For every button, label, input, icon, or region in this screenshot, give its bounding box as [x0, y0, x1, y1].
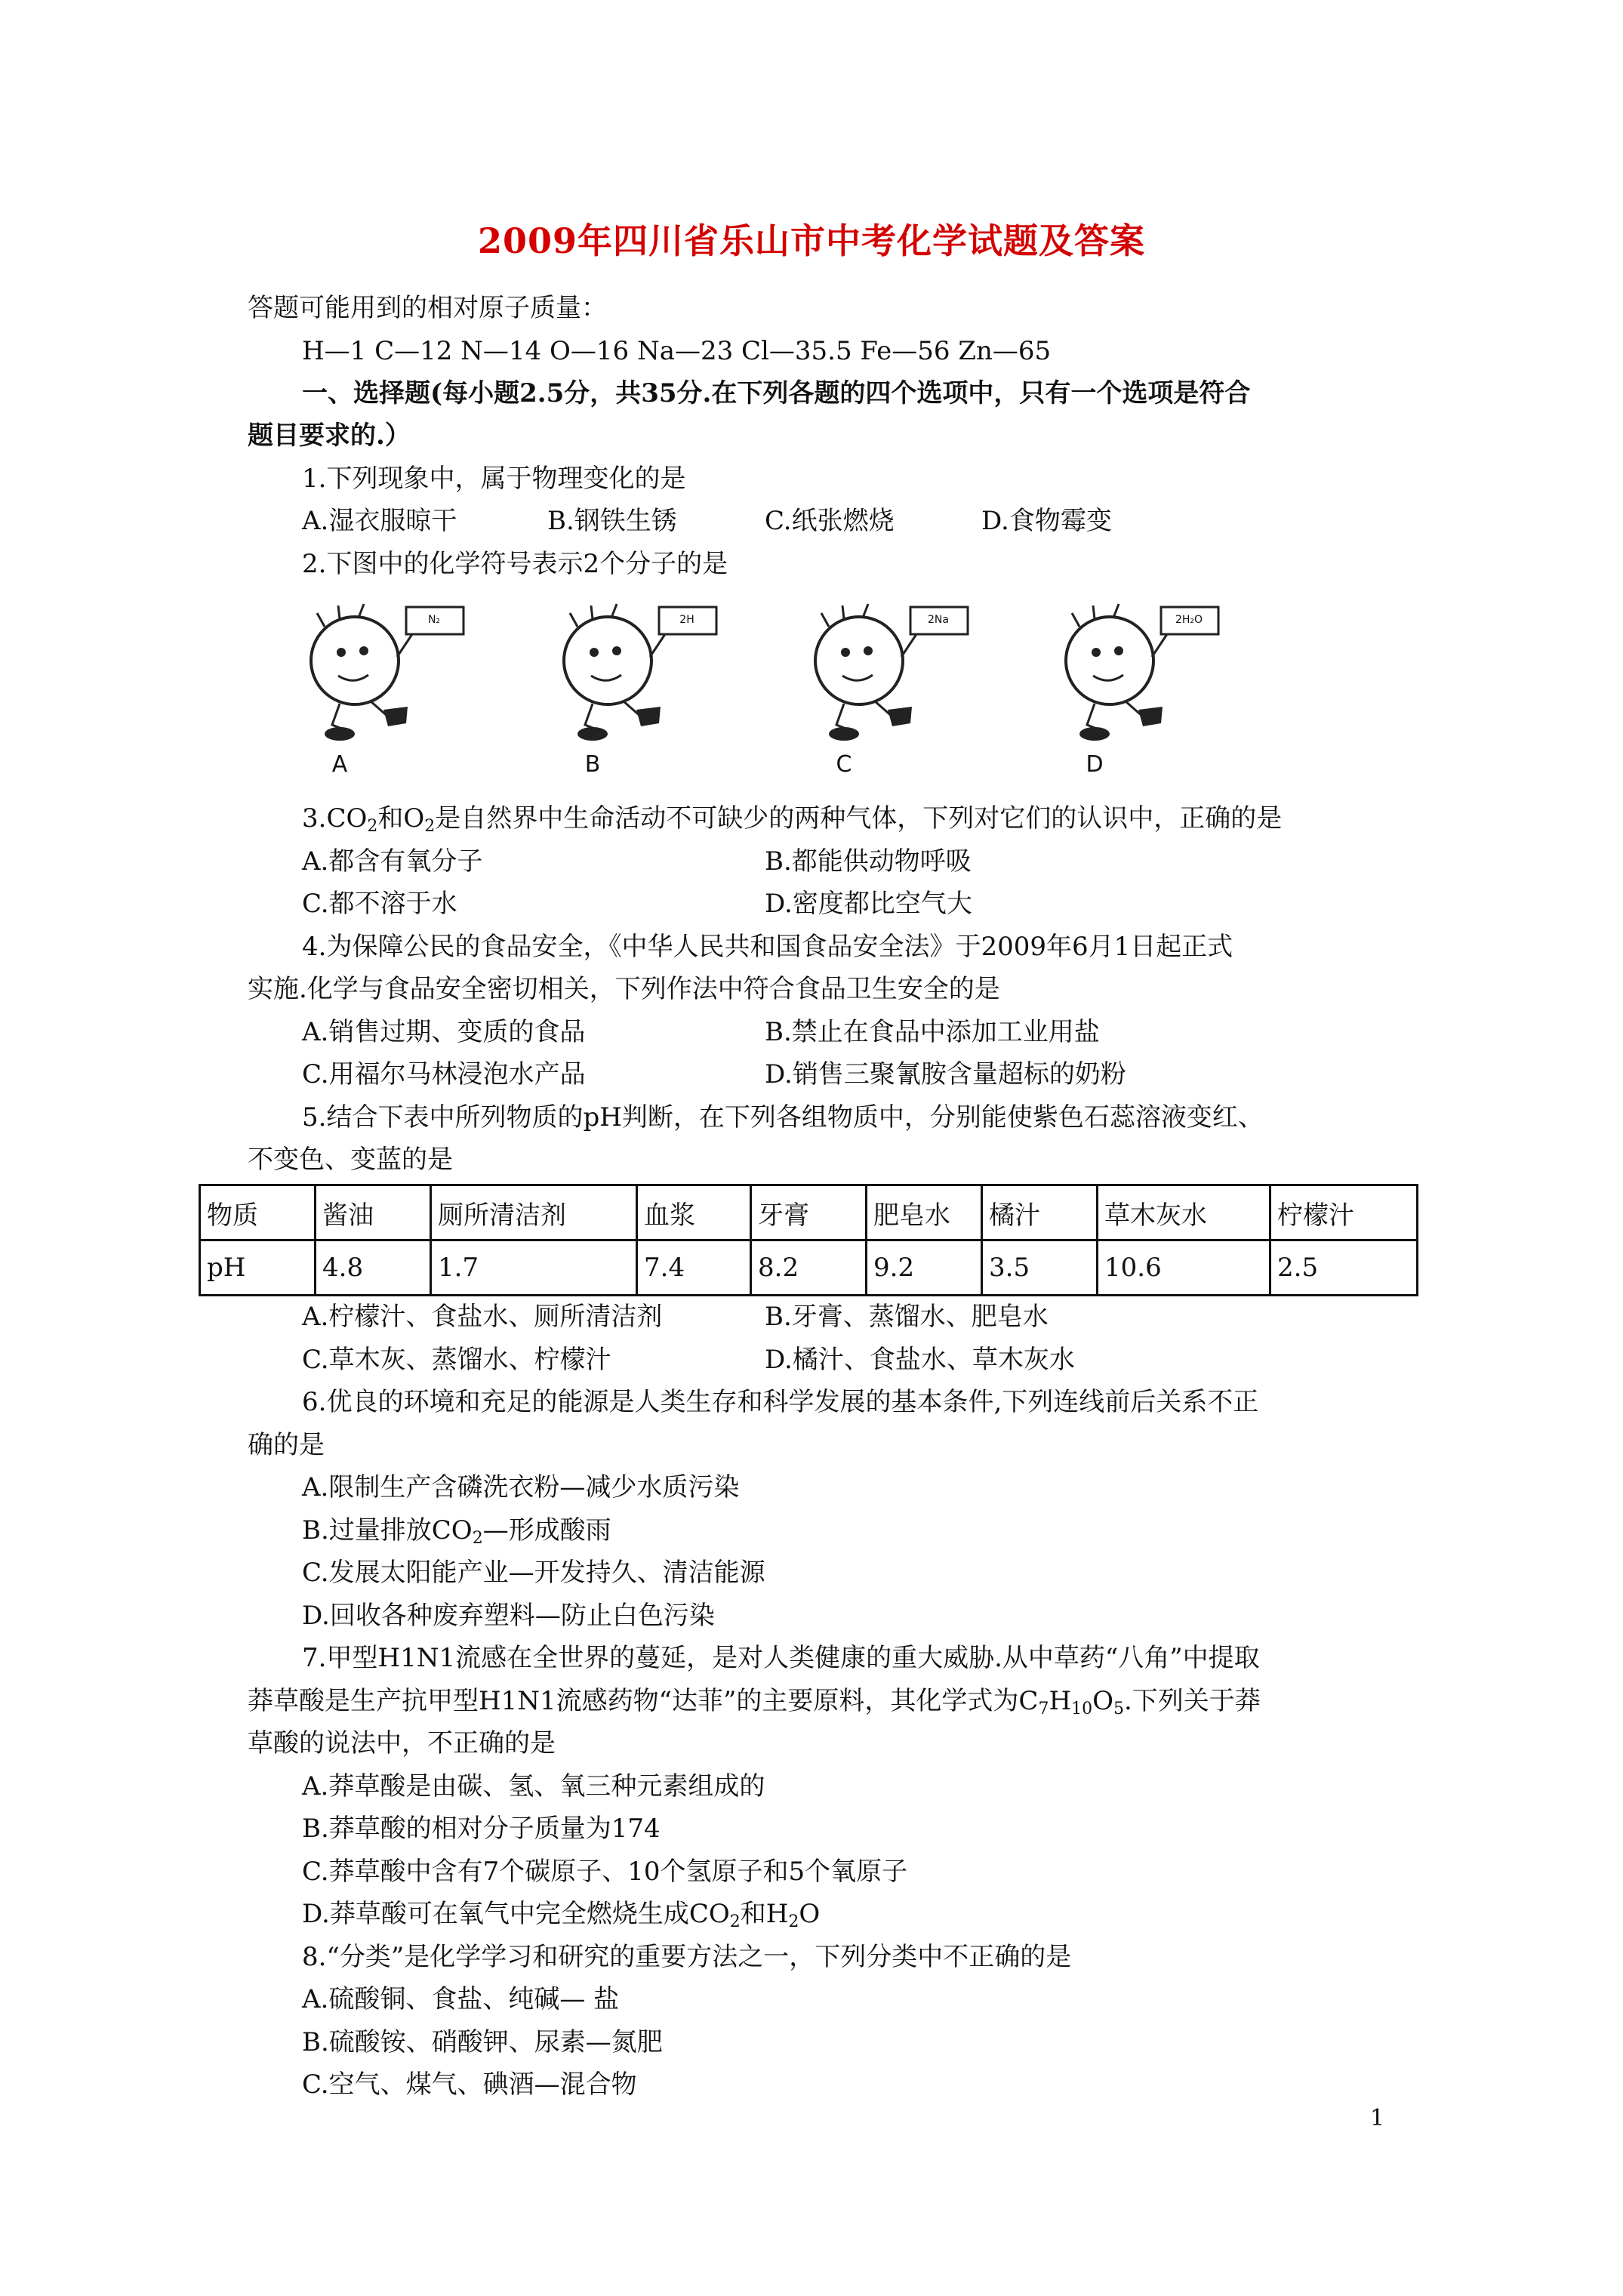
table-cell: 草木灰水 — [1098, 1185, 1270, 1240]
q6-stem-cont: 确的是 — [248, 1430, 325, 1460]
table-cell: 柠檬汁 — [1270, 1185, 1418, 1240]
table-cell: 1.7 — [431, 1240, 637, 1296]
q6-stem: 6.优良的环境和充足的能源是人类生存和科学发展的基本条件,下列连线前后关系不正 — [302, 1387, 1259, 1417]
q4-option-a: A.销售过期、变质的食品 — [302, 1017, 586, 1047]
table-cell: 10.6 — [1098, 1240, 1270, 1296]
table-cell: 牙膏 — [751, 1185, 867, 1240]
q6-option-c: C.发展太阳能产业—开发持久、清洁能源 — [302, 1558, 765, 1588]
table-row — [200, 1240, 1418, 1296]
q7-option-b: B.莽草酸的相对分子质量为174 — [302, 1814, 661, 1844]
q7-stem-cont: 莽草酸是生产抗甲型H1N1流感药物“达菲”的主要原料，其化学式为$C_7H_{10}O_5$.下列关于莽 — [248, 1686, 1261, 1718]
q1-stem: 1.下列现象中，属于物理变化的是 — [302, 464, 686, 494]
figure-a — [294, 596, 491, 793]
table-cell: 2.5 — [1270, 1240, 1418, 1296]
q1-option-d: D.食物霉变 — [981, 506, 1112, 536]
q5-option-c: C.草木灰、蒸馏水、柠檬汁 — [302, 1345, 611, 1375]
q5-option-b: B.牙膏、蒸馏水、肥皂水 — [765, 1302, 1049, 1332]
table-cell: 物质 — [200, 1185, 316, 1240]
section-heading-cont: 题目要求的.） — [248, 421, 411, 451]
table-cell: 4.8 — [316, 1240, 431, 1296]
q5-option-d: D.橘汁、食盐水、草木灰水 — [765, 1345, 1075, 1375]
table-cell: 血浆 — [637, 1185, 751, 1240]
figure-sign: N₂ — [427, 614, 441, 626]
q1-option-b: B.钢铁生锈 — [547, 506, 677, 536]
page-title: 2009年四川省乐山市中考化学试题及答案 — [477, 220, 1146, 261]
cartoon-atom-icon — [294, 596, 491, 793]
q7-option-a: A.莽草酸是由碳、氢、氧三种元素组成的 — [302, 1771, 765, 1801]
table-row — [200, 1185, 1418, 1240]
figure-label: C — [836, 751, 852, 778]
table-cell: pH — [200, 1240, 316, 1296]
q7-stem-end: 草酸的说法中，不正确的是 — [248, 1728, 556, 1758]
figure-c — [799, 596, 995, 793]
cartoon-atom-icon — [547, 596, 744, 793]
section-heading: 一、选择题(每小题2.5分，共35分.在下列各题的四个选项中，只有一个选项是符合 — [302, 378, 1251, 408]
table-cell: 3.5 — [982, 1240, 1098, 1296]
table-cell: 9.2 — [867, 1240, 982, 1296]
q3-option-b: B.都能供动物呼吸 — [765, 846, 972, 877]
cartoon-atom-icon — [1049, 596, 1246, 793]
q8-option-c: C.空气、煤气、碘酒—混合物 — [302, 2069, 637, 2100]
atomic-mass-line: H—1 C—12 N—14 O—16 Na—23 Cl—35.5 Fe—56 Zn—65 — [302, 336, 1052, 366]
q4-option-b: B.禁止在食品中添加工业用盐 — [765, 1017, 1100, 1047]
q3-stem: $3.CO_2$和$O_2$是自然界中生命活动不可缺少的两种气体，下列对它们的认识中，正确的是 — [302, 803, 1283, 836]
q8-stem: 8.“分类”是化学学习和研究的重要方法之一，下列分类中不正确的是 — [302, 1942, 1072, 1972]
figure-sign: 2H — [679, 614, 694, 626]
q6-option-b: B.过量排放$CO_2—$形成酸雨 — [302, 1515, 611, 1548]
q1-option-a: A.湿衣服晾干 — [302, 506, 457, 536]
figure-b — [547, 596, 744, 793]
q4-stem-cont: 实施.化学与食品安全密切相关，下列作法中符合食品卫生安全的是 — [248, 974, 1000, 1004]
q5-stem-cont: 不变色、变蓝的是 — [248, 1145, 453, 1175]
q4-stem: 4.为保障公民的食品安全，《中华人民共和国食品安全法》于2009年6月1日起正式 — [302, 932, 1233, 962]
figure-label: D — [1086, 751, 1104, 778]
q3-option-a: A.都含有氧分子 — [302, 846, 483, 877]
q3-option-c: C.都不溶于水 — [302, 889, 457, 919]
table-cell: 肥皂水 — [867, 1185, 982, 1240]
q8-option-b: B.硫酸铵、硝酸钾、尿素—氮肥 — [302, 2027, 663, 2057]
q8-option-a: A.硫酸铜、食盐、纯碱— 盐 — [302, 1984, 620, 2014]
intro-line: 答题可能用到的相对原子质量： — [248, 293, 607, 323]
q7-option-d: D.莽草酸可在氧气中完全燃烧生成$CO_2$和$H_2O$ — [302, 1899, 821, 1931]
q6-option-a: A.限制生产含磷洗衣粉—减少水质污染 — [302, 1472, 740, 1502]
q4-option-c: C.用福尔马林浸泡水产品 — [302, 1059, 586, 1089]
q7-stem: 7.甲型H1N1流感在全世界的蔓延，是对人类健康的重大威胁.从中草药“八角”中提取 — [302, 1643, 1260, 1673]
q4-option-d: D.销售三聚氰胺含量超标的奶粉 — [765, 1059, 1126, 1089]
q2-figures — [294, 596, 1291, 793]
q5-stem: 5.结合下表中所列物质的pH判断，在下列各组物质中，分别能使紫色石蕊溶液变红、 — [302, 1102, 1264, 1133]
table-cell: 7.4 — [637, 1240, 751, 1296]
q3-option-d: D.密度都比空气大 — [765, 889, 972, 919]
ph-table — [199, 1184, 1418, 1296]
figure-d — [1049, 596, 1246, 793]
table-cell: 酱油 — [316, 1185, 431, 1240]
figure-label: A — [331, 751, 348, 778]
cartoon-atom-icon — [799, 596, 995, 793]
q2-stem: 2.下图中的化学符号表示2个分子的是 — [302, 549, 728, 579]
table-cell: 橘汁 — [982, 1185, 1098, 1240]
q5-option-a: A.柠檬汁、食盐水、厕所清洁剂 — [302, 1302, 663, 1332]
page-number: 1 — [1370, 2105, 1385, 2131]
q1-option-c: C.纸张燃烧 — [765, 506, 895, 536]
figure-sign: 2Na — [928, 614, 949, 626]
table-cell: 8.2 — [751, 1240, 867, 1296]
q7-option-c: C.莽草酸中含有7个碳原子、10个氢原子和5个氧原子 — [302, 1857, 908, 1887]
table-cell: 厕所清洁剂 — [431, 1185, 637, 1240]
figure-label: B — [584, 751, 601, 778]
q6-option-d: D.回收各种废弃塑料—防止白色污染 — [302, 1601, 715, 1631]
figure-sign: 2H₂O — [1175, 614, 1203, 626]
